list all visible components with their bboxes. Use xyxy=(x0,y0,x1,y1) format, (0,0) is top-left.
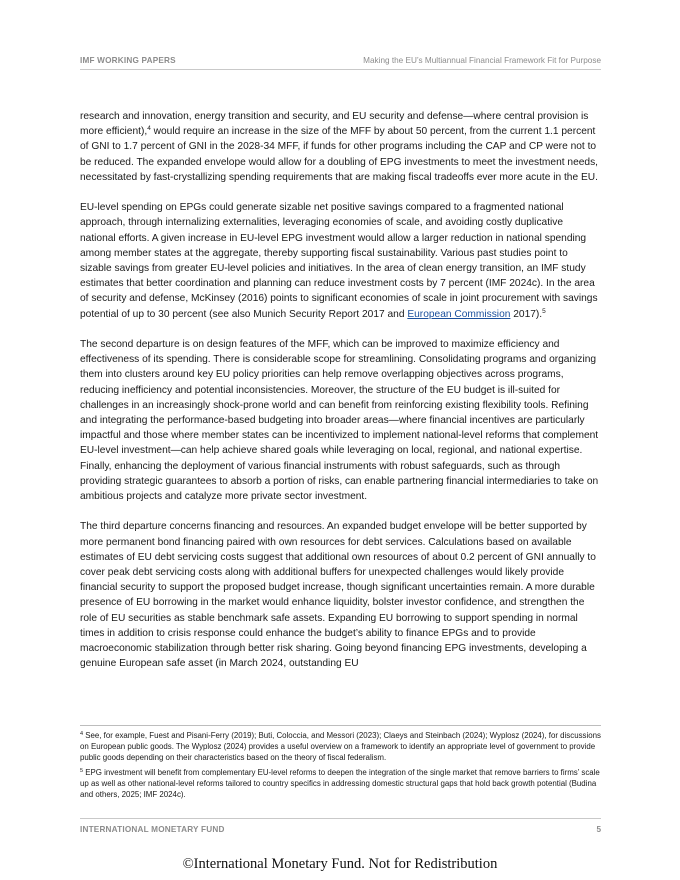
footnote-ref-5[interactable]: 5 xyxy=(542,307,546,315)
footer-org-label: INTERNATIONAL MONETARY FUND xyxy=(80,825,225,834)
header-series-label: IMF WORKING PAPERS xyxy=(80,56,176,65)
paragraph-3: The second departure is on design features of the MFF, which can be improved to maximize efficiency and effectiveness of its spending. There is considerable scope for streamlining. Consolidating programs and organizing them into clusters around key EU policy priorities can help remove overlapping objectives across programs, reducing inefficiency and potential inconsistencies. Moreover, the structure of the EU budget is ill-suited for challenges in an increasingly shock-prone world and can benefit from reinforcing existing flexibility tools. Refining and integrating the performance-based budgeting into broader areas—where financial incentives are particularly impactful and those where member states can be incentivized to implement national-level reforms that complement EU-level investment—can help achieve shared goals while leveraging on local, regional, and national expertise. Finally, enhancing the deployment of various financial instruments with robust safeguards, such as through providing strategic guarantees to absorb a portion of risks, can enable partnering financial intermediaries to take on ambitious projects and catalyze more private sector investment. xyxy=(80,339,599,503)
footnote-5 xyxy=(80,767,601,800)
footnote-number: 5 xyxy=(80,768,84,774)
page-number: 5 xyxy=(596,825,601,834)
paragraph-2-text-b: 2017). xyxy=(510,308,543,320)
footnote-ref-4[interactable]: 4 xyxy=(147,125,151,133)
header-divider xyxy=(80,69,601,70)
copyright-notice: ©International Monetary Fund. Not for Redistribution xyxy=(182,856,498,872)
european-commission-link[interactable]: European Commission xyxy=(407,308,511,320)
footnote-4 xyxy=(80,730,601,763)
paragraph-1-text-b: would require an increase in the size of the MFF by about 50 percent, from the current 1.1 percent of GNI to 1.7 percent of GNI in the 2028-34 MFF, if funds for other programs including the CAP and CP were not to be reduced. The expanded envelope would allow for a doubling of EPG investments to meet the investment needs, necessitated by fast-crystallizing spending requirements that are making fiscal tradeoffs ever more acute in the EU. xyxy=(80,126,599,183)
footnote-text: EPG investment will benefit from complementary EU-level reforms to deepen the integration of the single market that remove barriers to firms’ scale up as well as other national-level reforms tailored to country specifics in addressing domestic structural gaps that hold back growth potential (Budina and others, 2025; IMF 2024c). xyxy=(80,768,600,799)
header-paper-title: Making the EU’s Multiannual Financial Framework Fit for Purpose xyxy=(363,56,601,65)
footer-divider xyxy=(80,818,601,819)
footnote-number: 4 xyxy=(80,731,84,737)
paragraph-2 xyxy=(80,200,601,322)
paragraph-1 xyxy=(80,109,601,185)
main-body-text xyxy=(80,109,601,671)
footnote-divider xyxy=(80,725,601,726)
footnotes xyxy=(80,730,601,804)
paragraph-4: The third departure concerns financing and resources. An expanded budget envelope will be better supported by more permanent bond financing paired with own resources for debt services. Calculations based on available estimates of EU debt servicing costs suggest that additional own resources of about 0.2 percent of GNI annually to cover peak debt servicing costs along with additional buffers for unexpected challenges would likely provide financial security to support the proposed budget increase, though significant uncertainties remain. A more durable presence of EU borrowing in the market would enhance liquidity, bolster investor confidence, and strengthen the role of EU securities as stable benchmark safe assets. Expanding EU borrowing to support spending in normal times in addition to crisis response could enhance the budget’s ability to finance EPGs and to provide macroeconomic stabilization through better risk sharing. Going beyond financing EPG investments, developing a genuine European safe asset (in March 2024, outstanding EU xyxy=(80,521,596,670)
footnote-text: See, for example, Fuest and Pisani-Ferry (2019); Buti, Coloccia, and Messori (2023); Claeys and Steinbach (2024); Wyplosz (2024), for discussions on European public goods. The Wyplosz (2024) provides a useful overview on a framework to identify an appropriate level of government to provide public goods depending on their characteristics based on the theory of fiscal federalism. xyxy=(80,731,601,762)
paragraph-2-text-a: EU-level spending on EPGs could generate sizable net positive savings compared to a fragmented national approach, through internalizing externalities, leveraging economies of scale, and avoiding costly duplicative national efforts. A given increase in EU-level EPG investment would allow a larger reduction in national spending among member states at the aggregate, thereby supporting fiscal sustainability. Various past studies point to sizable savings from greater EU-level policies and initiatives. In the area of clean energy transition, an IMF study estimates that better coordination and planning can reduce investment costs by 7 percent (IMF 2024c). In the area of security and defense, McKinsey (2016) points to significant economies of scale in joint procurement with savings potential of up to 30 percent (see also Munich Security Report 2017 and xyxy=(80,202,598,320)
paragraph-1-text-a: research and innovation, energy transition and security, and EU security and defense—where central provision is more efficient), xyxy=(80,111,589,138)
